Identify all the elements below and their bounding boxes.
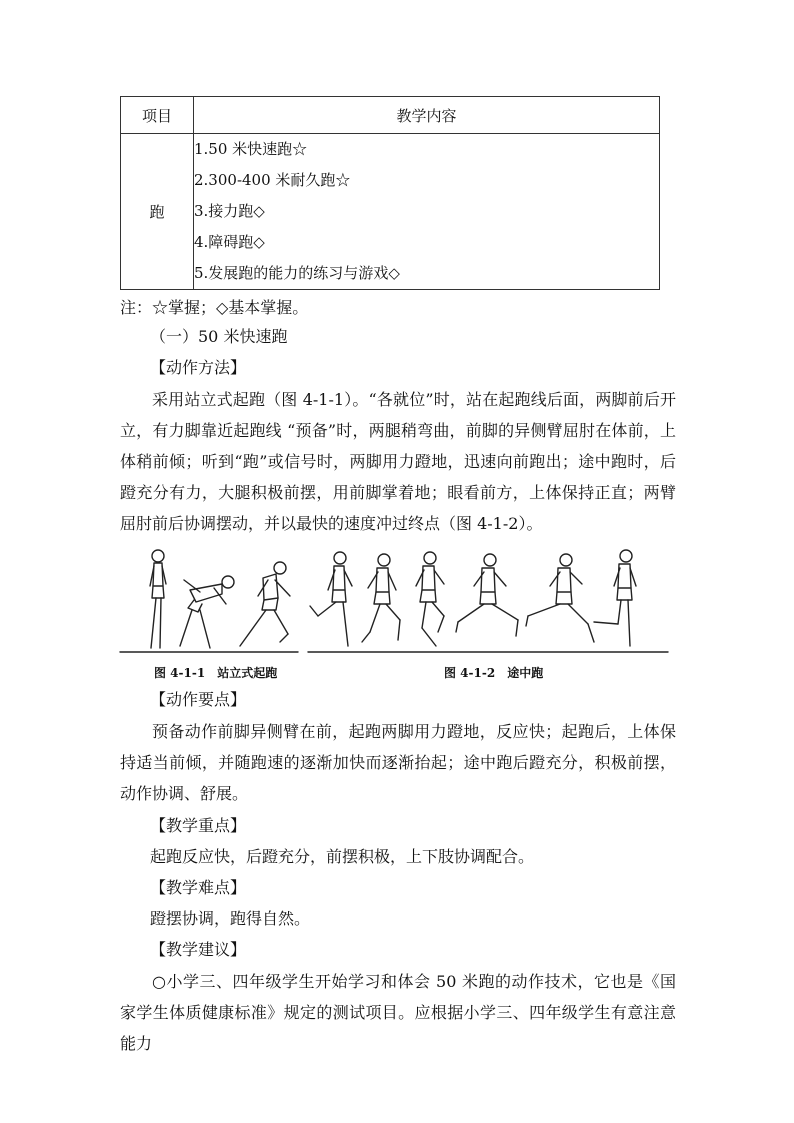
runner-figure [594, 550, 636, 646]
running-figure [118, 546, 670, 682]
table-note: 注：☆掌握；◇基本掌握。 [120, 298, 309, 317]
difficulty-heading: 【教学难点】 [150, 878, 247, 897]
method-heading: 【动作方法】 [150, 358, 247, 377]
runner-figure [150, 550, 166, 648]
table-header-row [121, 97, 660, 134]
teaching-content-table [120, 96, 660, 290]
runner-figure [310, 552, 352, 646]
focus-text: 起跑反应快，后蹬充分，前摆积极，上下肢协调配合。 [150, 847, 535, 866]
content-item: 2.300-400 米耐久跑☆ [194, 171, 351, 189]
runner-figure [416, 552, 444, 646]
runner-figure [180, 576, 234, 648]
figure-caption-left: 图 4-1-1 站立式起跑 [154, 666, 278, 680]
table-row [121, 134, 660, 290]
method-paragraph [120, 384, 676, 539]
method-text: 采用站立式起跑（图 4-1-1）。“各就位”时，站在起跑线后面，两脚前后开立，有力脚靠近起跑线 “预备”时，两腿稍弯曲，前脚的异侧臂屈肘在体前，上体稍前倾；听到“跑”或信号时，两脚用力蹬地，迅速向前跑出；途中跑时，后蹬充分有力，大腿积极前摆，用前脚掌着地；眼看前方，上体保持正直；两臂屈肘前后协调摆动，并以最快的速度冲过终点（图 4-1-2）。 [120, 390, 676, 533]
runner-figure [362, 554, 400, 642]
runner-figure [526, 554, 594, 642]
key-points-text: 预备动作前脚异侧臂在前，起跑两脚用力蹬地，反应快；起跑后，上体保持适当前倾，并随跑速的逐渐加快而逐渐抬起；途中跑后蹬充分，积极前摆，动作协调、舒展。 [120, 722, 676, 803]
runner-figure [240, 562, 290, 646]
content-item: 1.50 米快速跑☆ [194, 140, 308, 158]
focus-heading: 【教学重点】 [150, 816, 247, 835]
row-label-run: 跑 [121, 134, 194, 290]
content-item: 5.发展跑的能力的练习与游戏◇ [194, 264, 400, 282]
section-title: （一）50 米快速跑 [150, 327, 288, 346]
content-item: 4.障碍跑◇ [194, 233, 265, 251]
suggestion-paragraph [120, 966, 676, 1059]
header-item: 项目 [121, 97, 194, 134]
suggestion-text: ○小学三、四年级学生开始学习和体会 50 米跑的动作技术，它也是《国家学生体质健康标准》规定的测试项目。应根据小学三、四年级学生有意注意能力 [120, 972, 676, 1053]
figure-caption-right: 图 4-1-2 途中跑 [444, 666, 544, 680]
suggestion-heading: 【教学建议】 [150, 940, 247, 959]
header-content: 教学内容 [194, 97, 660, 134]
key-points-paragraph [120, 716, 676, 809]
running-illustration [118, 546, 670, 682]
content-item: 3.接力跑◇ [194, 202, 265, 220]
content-items-cell [194, 134, 660, 290]
difficulty-text: 蹬摆协调，跑得自然。 [150, 909, 311, 928]
runner-figure [456, 554, 518, 636]
key-points-heading: 【动作要点】 [150, 690, 247, 709]
